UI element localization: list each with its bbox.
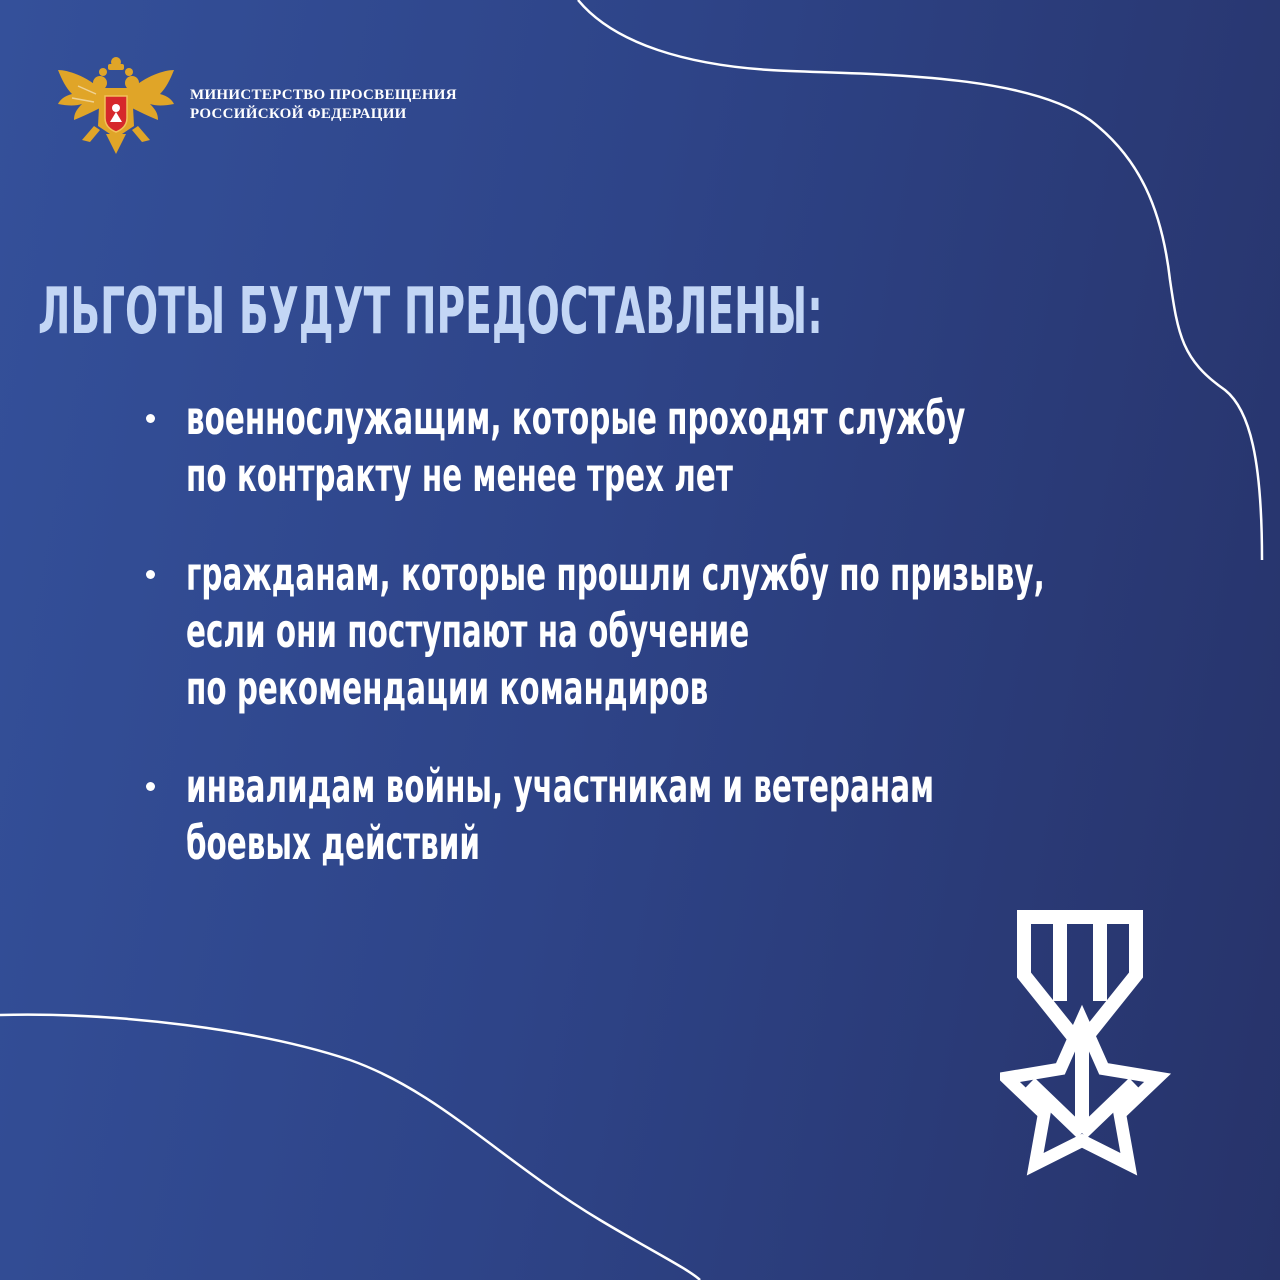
page-title: ЛЬГОТЫ БУДУТ ПРЕДОСТАВЛЕНЫ: xyxy=(38,275,823,349)
medal-icon xyxy=(1000,905,1180,1195)
list-item-text xyxy=(186,758,934,872)
list-item-text xyxy=(186,546,1045,717)
coat-of-arms-emblem xyxy=(56,56,176,156)
list-item-line: боевых действий xyxy=(186,816,481,870)
list-item-line: гражданам, которые прошли службу по призыву, xyxy=(186,547,1045,601)
bullet-dot xyxy=(146,782,155,791)
list-item-line: по контракту не менее трех лет xyxy=(186,448,733,502)
ministry-name-line2: РОССИЙСКОЙ ФЕДЕРАЦИИ xyxy=(190,106,407,122)
ministry-name xyxy=(190,86,457,124)
list-item-line: если они поступают на обучение xyxy=(186,604,750,658)
ministry-name-line1: МИНИСТЕРСТВО ПРОСВЕЩЕНИЯ xyxy=(190,87,457,103)
list-item-line: инвалидам войны, участникам и ветеранам xyxy=(186,759,935,813)
bullet-dot xyxy=(146,570,155,579)
bottom-wave xyxy=(0,1015,700,1280)
list-item-line: по рекомендации командиров xyxy=(186,661,709,715)
list-item-text xyxy=(186,390,965,504)
bullet-dot xyxy=(146,414,155,423)
list-item-line: военнослужащим, которые проходят службу xyxy=(186,391,966,445)
